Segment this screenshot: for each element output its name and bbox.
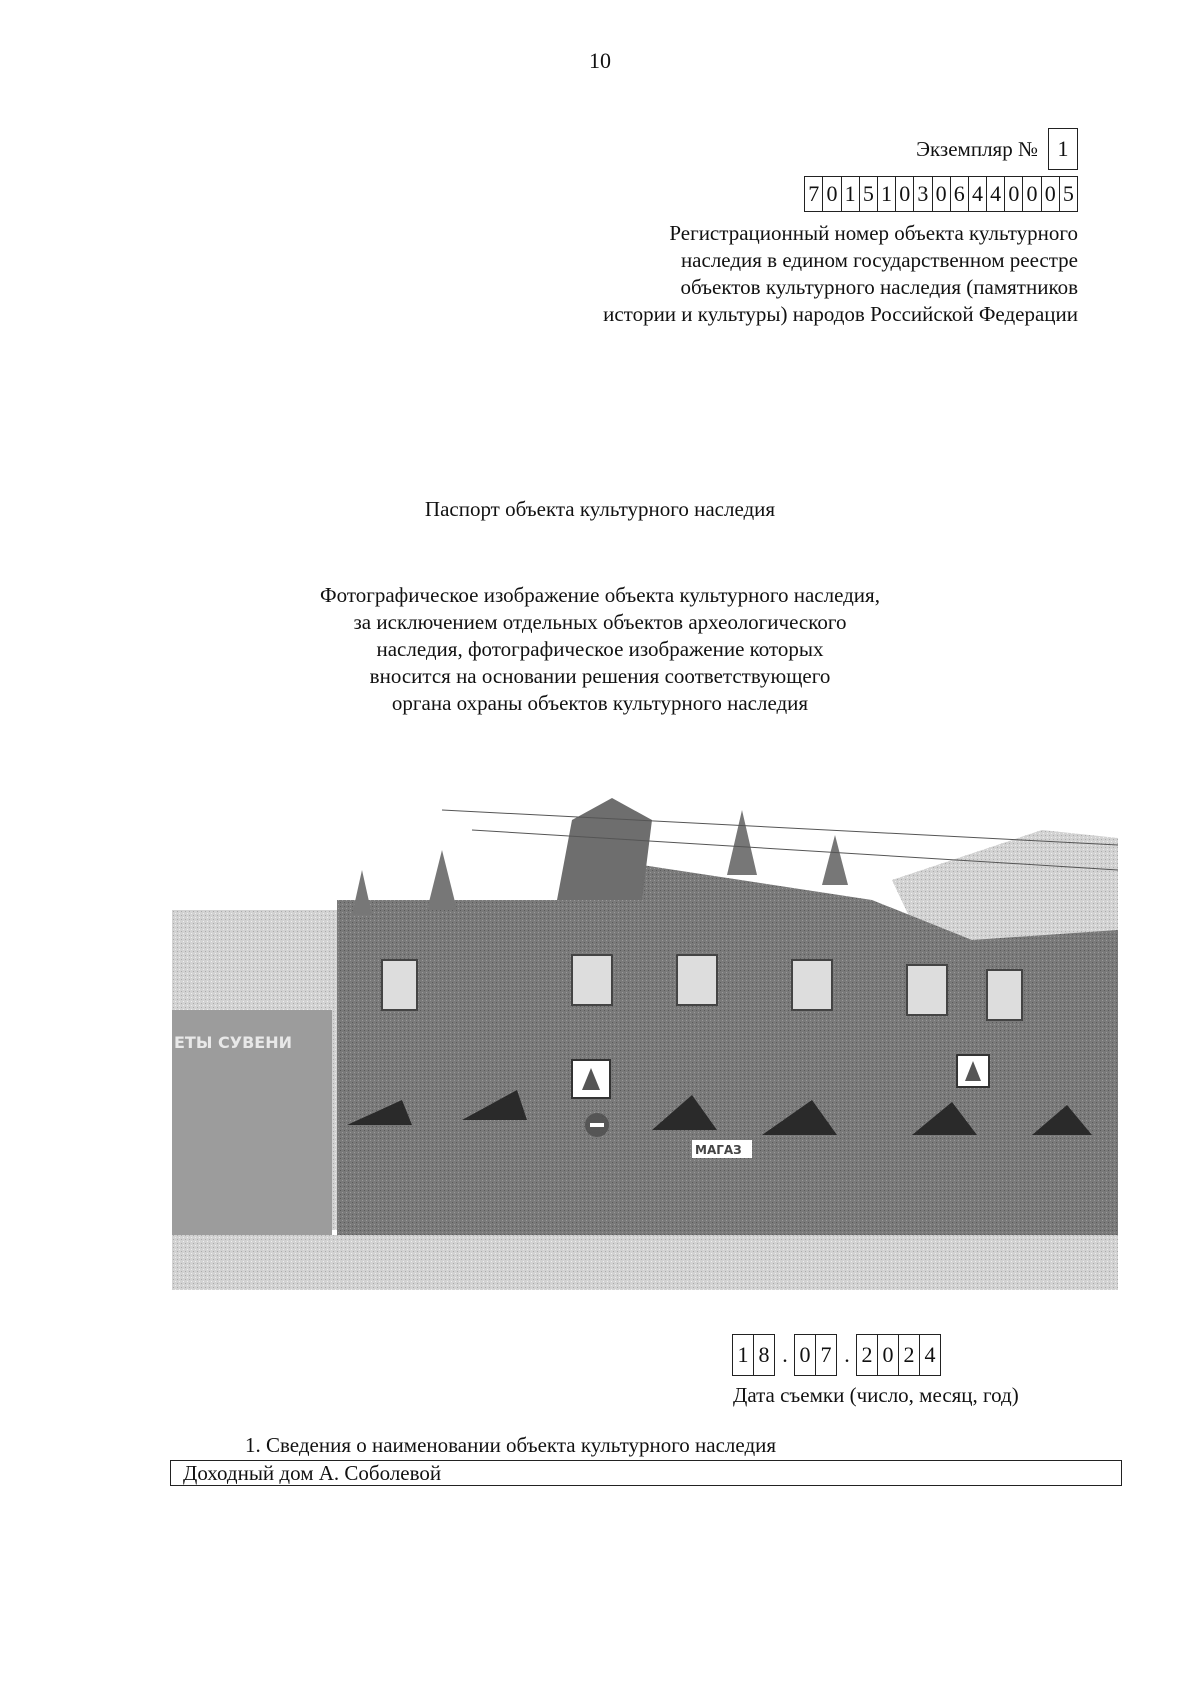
reg-digit: 1	[877, 176, 896, 212]
shoot-date	[733, 1334, 941, 1376]
reg-digit: 3	[913, 176, 932, 212]
passport-title: Паспорт объекта культурного наследия	[424, 497, 776, 521]
shop-sign-left: ЕТЫ СУВЕНИ	[174, 1033, 292, 1052]
date-month-digit: 7	[815, 1334, 837, 1376]
photo-caption: Фотографическое изображение объекта культурного наследия, за исключением отдельных объектов археологического наследия, фотографическое изображение которых вносится на основании решения соответствующего органа охраны объектов культурного наследия	[320, 583, 880, 715]
registration-number	[805, 176, 1078, 212]
building-photo	[172, 790, 1118, 1290]
copy-number-row	[916, 128, 1078, 170]
reg-digit: 0	[895, 176, 914, 212]
reg-digit: 5	[859, 176, 878, 212]
reg-digit: 5	[1059, 176, 1078, 212]
reg-digit: 7	[804, 176, 823, 212]
reg-digit: 0	[1004, 176, 1023, 212]
reg-digit: 6	[950, 176, 969, 212]
copy-label: Экземпляр №	[916, 136, 1038, 161]
reg-digit: 1	[841, 176, 860, 212]
section-1-title: 1. Сведения о наименовании объекта культурного наследия	[245, 1433, 777, 1457]
registration-caption: Регистрационный номер объекта культурного наследия в едином государственном реестре объектов культурного наследия (памятников истории и культуры) народов Российской Федерации	[603, 221, 1078, 326]
object-name-field: Доходный дом А. Соболевой	[170, 1460, 1122, 1486]
reg-digit: 0	[1022, 176, 1041, 212]
reg-digit: 0	[822, 176, 841, 212]
date-year-digit: 4	[919, 1334, 941, 1376]
shop-sign-right: МАГАЗ	[695, 1143, 742, 1157]
date-day-digit: 1	[732, 1334, 754, 1376]
reg-digit: 0	[932, 176, 951, 212]
date-day-digit: 8	[753, 1334, 775, 1376]
copy-number-box: 1	[1048, 128, 1078, 170]
date-separator: .	[844, 1342, 850, 1367]
date-year-digit: 0	[877, 1334, 899, 1376]
shoot-date-caption: Дата съемки (число, месяц, год)	[733, 1383, 1019, 1407]
date-year-digit: 2	[898, 1334, 920, 1376]
date-year-digit: 2	[856, 1334, 878, 1376]
date-month-digit: 0	[794, 1334, 816, 1376]
reg-digit: 4	[986, 176, 1005, 212]
reg-digit: 4	[968, 176, 987, 212]
reg-digit: 0	[1041, 176, 1060, 212]
date-separator: .	[782, 1342, 788, 1367]
page-number: 10	[589, 48, 611, 73]
